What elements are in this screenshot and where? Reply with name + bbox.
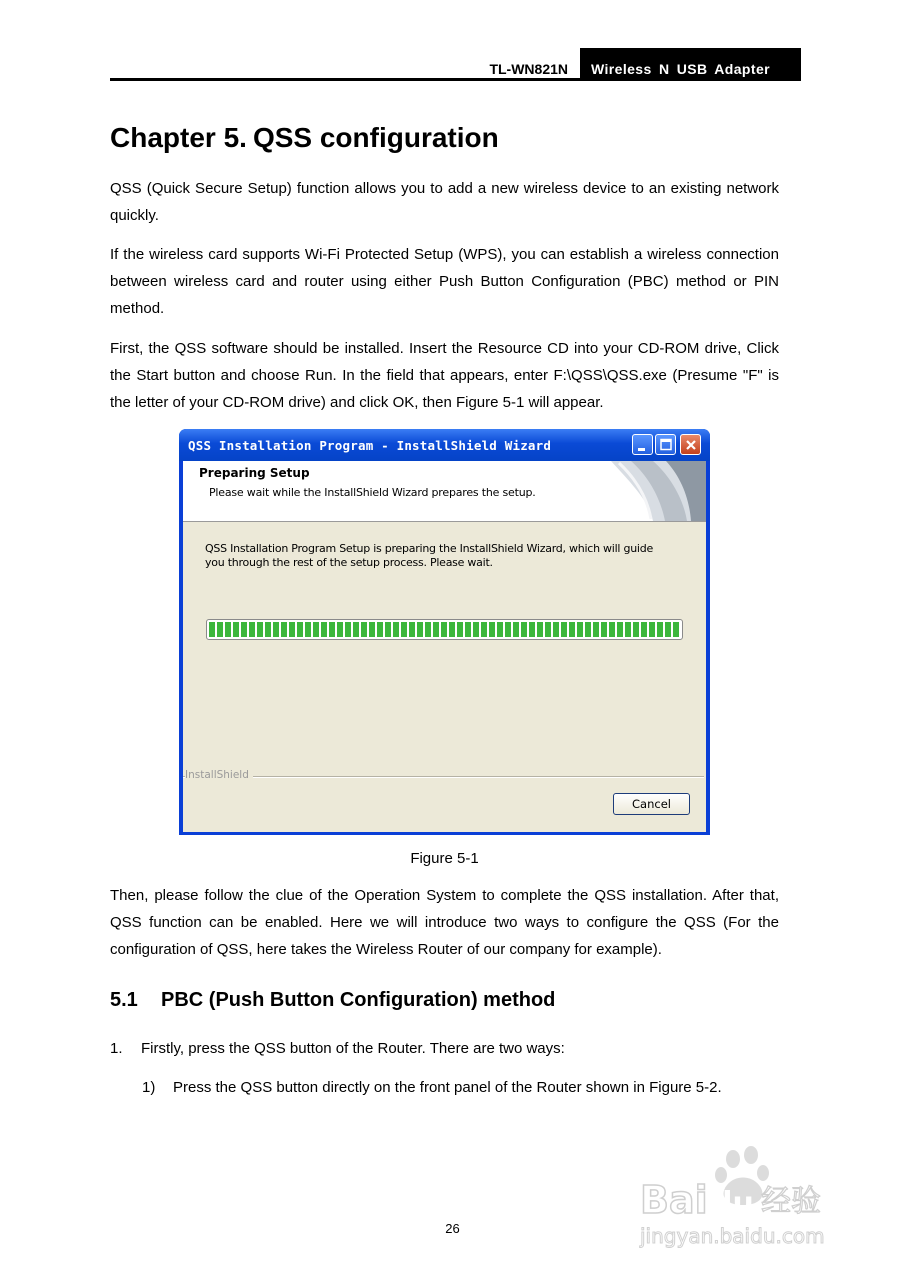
maximize-button[interactable]	[655, 434, 676, 455]
minimize-button[interactable]	[632, 434, 653, 455]
progress-bar-fill	[209, 622, 680, 637]
minimize-icon	[633, 435, 654, 456]
close-button[interactable]	[680, 434, 701, 455]
installshield-label: InstallShield	[185, 769, 253, 781]
baidu-watermark-logo	[635, 1145, 865, 1255]
svg-text:du: du	[711, 1186, 754, 1221]
chapter-title-text: QSS configuration	[252, 122, 499, 153]
chapter-number: Chapter 5.	[110, 122, 247, 153]
list-item-text: Firstly, press the QSS button of the Router. There are two ways:	[141, 1040, 565, 1057]
cancel-button[interactable]: Cancel	[613, 793, 690, 815]
wizard-subheading: Please wait while the InstallShield Wizard prepares the setup.	[209, 486, 536, 499]
dialog-titlebar[interactable]	[179, 429, 710, 461]
paragraph-wps: If the wireless card supports Wi-Fi Protected Setup (WPS), you can establish a wireless connection between wireless card and router using either Push Button Configuration (PBC) method or PIN method.	[110, 246, 779, 317]
dialog-title: QSS Installation Program - InstallShield Wizard	[188, 438, 552, 453]
svg-text:经验: 经验	[761, 1184, 821, 1219]
progress-bar	[206, 619, 683, 640]
header-model: TL-WN821N	[489, 61, 568, 77]
maximize-icon	[656, 435, 677, 456]
installshield-logo-icon	[591, 461, 706, 521]
sub-list-item-text: Press the QSS button directly on the front panel of the Router shown in Figure 5-2.	[173, 1079, 722, 1096]
svg-text:jingyan.baidu.com: jingyan.baidu.com	[640, 1224, 825, 1248]
list-item	[110, 1037, 565, 1061]
sub-list-item-number: 1)	[142, 1079, 156, 1096]
section-heading	[110, 986, 555, 1014]
wizard-body-text: QSS Installation Program Setup is preparing the InstallShield Wizard, which will guide you through the rest of the setup process. Please wait.	[205, 542, 653, 569]
chapter-title	[110, 118, 499, 158]
section-title: PBC (Push Button Configuration) method	[161, 989, 556, 1011]
footer-divider-highlight	[183, 777, 704, 778]
wizard-heading: Preparing Setup	[199, 466, 310, 480]
wizard-header	[183, 461, 706, 522]
paragraph-install: First, the QSS software should be installed. Insert the Resource CD into your CD-ROM drive, Click the Start button and choose Run. In the field that appears, enter F:\QSS\QSS.exe (Presume "F" is the letter of your CD-ROM drive) and click OK, then Figure 5-1 will appear.	[110, 340, 779, 411]
close-icon	[681, 435, 702, 456]
sub-list-item	[142, 1076, 722, 1100]
list-item-number: 1.	[110, 1040, 123, 1057]
installshield-dialog	[179, 429, 710, 835]
section-number: 5.1	[110, 989, 138, 1011]
header-product: Wireless N USB Adapter	[591, 61, 770, 77]
paragraph-followup: Then, please follow the clue of the Operation System to complete the QSS installation. After that, QSS function can be enabled. Here we will introduce two ways to configure the QSS (For the configuration of QSS, here takes the Wireless Router of our company for example).	[110, 887, 779, 958]
figure-caption: Figure 5-1	[410, 850, 479, 867]
paragraph-intro: QSS (Quick Secure Setup) function allows you to add a new wireless device to an existing network quickly.	[110, 180, 779, 224]
header-rule	[110, 78, 801, 81]
svg-text:Bai: Bai	[640, 1178, 708, 1222]
page-number: 26	[445, 1221, 460, 1236]
dialog-client-area	[183, 461, 706, 832]
